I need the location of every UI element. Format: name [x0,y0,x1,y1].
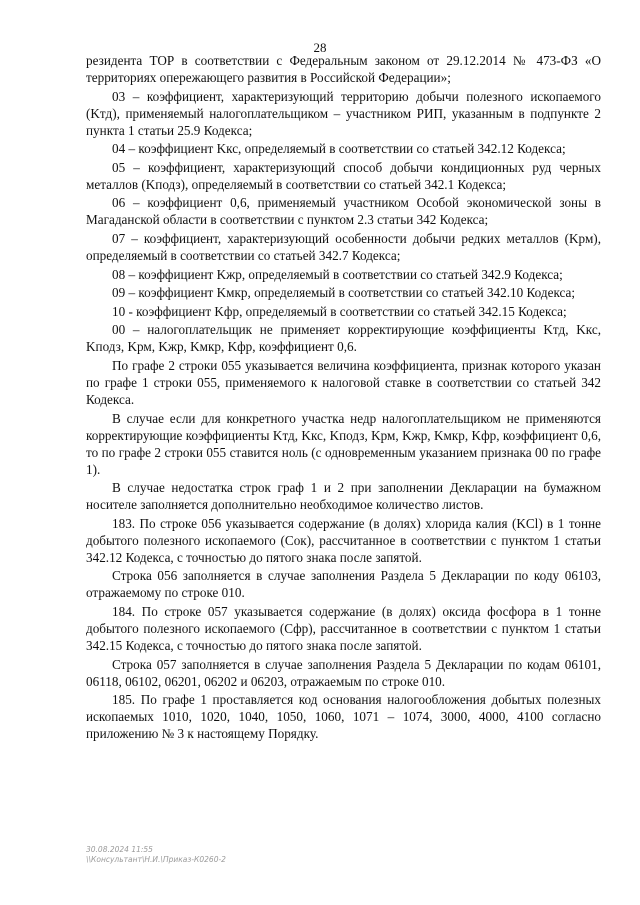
footer-timestamp: 30.08.2024 11:55 [86,845,153,854]
paragraph: 185. По графе 1 проставляется код основания налогообложения добытых полезных ископаемых 1010, 1020, 1040, 1050, 1060, 1071 – 1074, 3000, 4000, 4100 согласно приложению № 3 к настоящему Порядку. [86,692,601,742]
paragraph: Строка 056 заполняется в случае заполнения Раздела 5 Декларации по коду 06103, отражаемому по строке 010. [86,568,601,601]
paragraph: Строка 057 заполняется в случае заполнения Раздела 5 Декларации по кодам 06101, 06118, 06102, 06201, 06202 и 06203, отражаемым по строке 010. [86,656,601,689]
paragraph: 08 – коэффициент Kжр, определяемый в соответствии со статьей 342.9 Кодекса; [112,266,563,282]
paragraph: 00 – налогоплательщик не применяет корректирующие коэффициенты Kтд, Kкс, Kподз, Kрм, Kжр, Kмкр, Kфр, коэффициент 0,6. [86,322,601,355]
paragraph: По графе 2 строки 055 указывается величина коэффициента, признак которого указан по графе 1 строки 055, применяемого к налоговой ставке в соответствии со статьей 342 Кодекса. [86,357,601,407]
paragraph: 03 – коэффициент, характеризующий территорию добычи полезного ископаемого (Kтд), применяемый налогоплательщиком – участником РИП, указанным в подпункте 2 пункта 1 статьи 25.9 Кодекса; [86,88,601,138]
paragraph: 10 - коэффициент Kфр, определяемый в соответствии со статьей 342.15 Кодекса; [112,303,567,319]
paragraph: 06 – коэффициент 0,6, применяемый участником Особой экономической зоны в Магаданской области в соответствии с пунктом 2.3 статьи 342 Кодекса; [86,195,601,228]
footer-file-path: \\Консультант\Н.И.\Приказ-К0260-2 [86,855,226,864]
paragraph: 05 – коэффициент, характеризующий способ добычи кондиционных руд черных металлов (Kподз), определяемый в соответствии со статьей 342.1 Кодекса; [86,159,601,192]
paragraph: резидента ТОР в соответствии с Федеральным законом от 29.12.2014 № 473-ФЗ «О территориях опережающего развития в Российской Федерации»; [86,53,601,85]
paragraph: 184. По строке 057 указывается содержание (в долях) оксида фосфора в 1 тонне добытого полезного ископаемого (Cфр), рассчитанное в соответствии с пунктом 1 статьи 342.15 Кодекса, с точностью до пятого знака после запятой. [86,603,601,653]
paragraph: В случае если для конкретного участка недр налогоплательщиком не применяются корректирующие коэффициенты Kтд, Kкс, Kподз, Kрм, Kжр, Kмкр, Kфр, коэффициент 0,6, то по графе 2 строки 055 ставится ноль (с одновременным указанием признака 00 по графе 1). [86,410,601,477]
paragraph: 183. По строке 056 указывается содержание (в долях) хлорида калия (KCl) в 1 тонне добытого полезного ископаемого (Cок), рассчитанное в соответствии с пунктом 1 статьи 342.12 Кодекса, с точностью до пятого знака после запятой. [86,515,601,565]
page-number: 28 [313,40,327,55]
document-footer [86,845,226,865]
document-body [86,52,601,744]
paragraph: 09 – коэффициент Kмкр, определяемый в соответствии со статьей 342.10 Кодекса; [112,285,576,301]
paragraph: 07 – коэффициент, характеризующий особенности добычи редких металлов (Kрм), определяемый в соответствии со статьей 342.7 Кодекса; [86,230,601,263]
paragraph: 04 – коэффициент Kкс, определяемый в соответствии со статьей 342.12 Кодекса; [112,141,566,157]
paragraph: В случае недостатка строк граф 1 и 2 при заполнении Декларации на бумажном носителе заполняется дополнительно необходимое количество листов. [86,480,601,513]
